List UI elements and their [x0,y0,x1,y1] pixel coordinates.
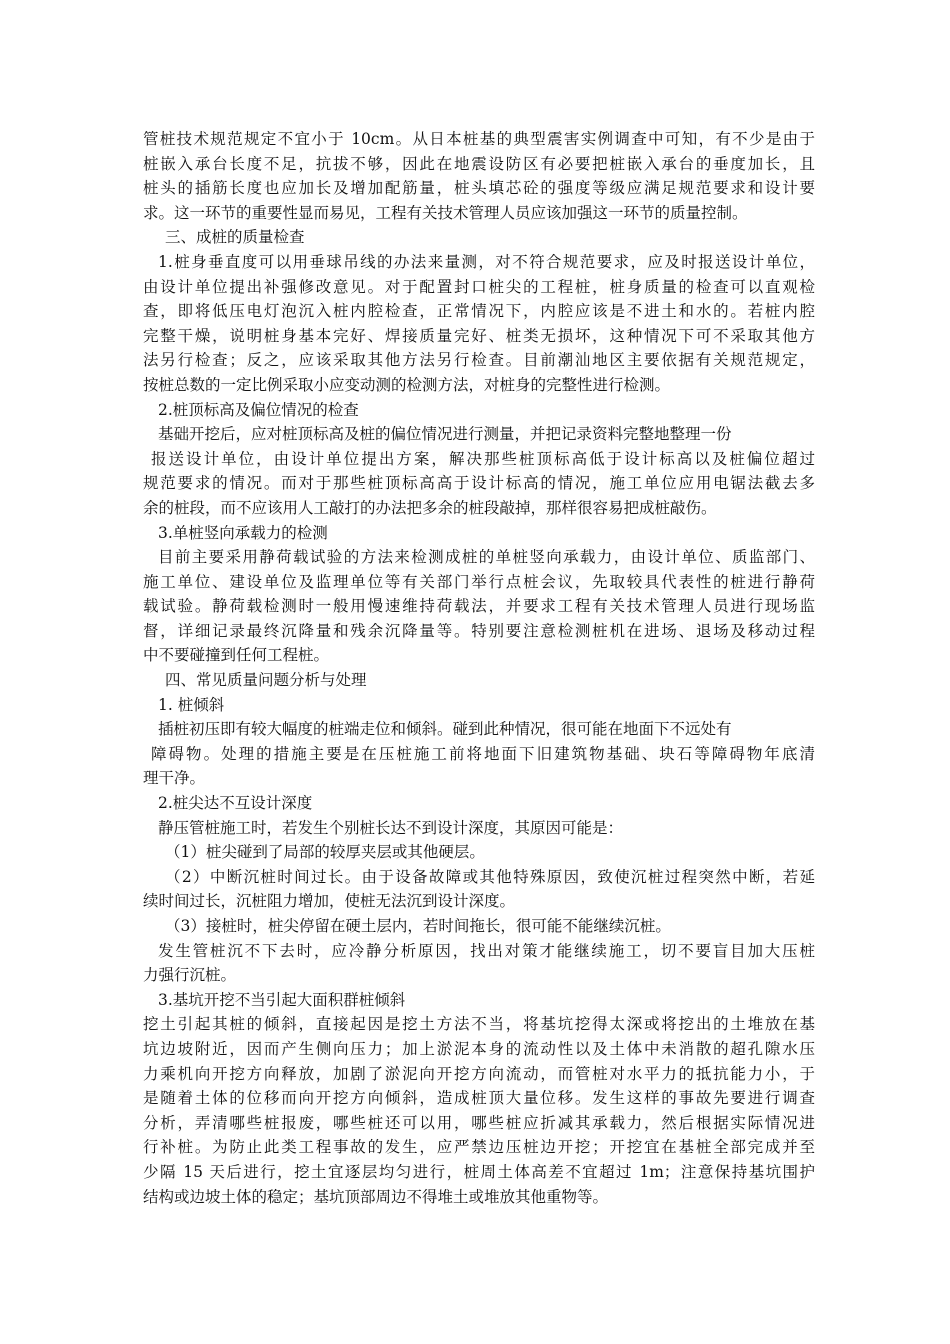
paragraph-line: 余的桩段，而不应该用人工敲打的办法把多余的桩段敲掉，那样很容易把成桩敲伤。 [143,498,717,517]
paragraph-line: 力乘机向开挖方向释放，加剧了淤泥向开挖方向流动，而管桩对水平力的抵抗能力小，于 [143,1064,815,1083]
paragraph-line: 法另行检查；反之，应该采取其他方法另行检查。目前潮汕地区主要依据有关规范规定， [143,351,815,370]
document-body [143,127,815,1209]
paragraph-line: 障碍物。处理的措施主要是在压桩施工前将地面下旧建筑物基础、块石等障碍物年底清 [151,744,815,763]
paragraph-line: 督，详细记录最终沉降量和残余沉降量等。特别要注意检测桩机在进场、退场及移动过程 [143,621,815,640]
subsection-heading: 3.单桩竖向承载力的检测 [158,523,328,542]
paragraph-line: 发生管桩沉不下去时，应冷静分析原因，找出对策才能继续施工，切不要盲目加大压桩 [158,941,815,960]
paragraph-line: 报送设计单位，由设计单位提出方案，解决那些桩顶标高低于设计标高以及桩偏位超过 [151,449,815,468]
list-item: （2）中断沉桩时间过长。由于设备故障或其他特殊原因，致使沉桩过程突然中断，若延 [165,867,815,886]
paragraph-line: 桩头的插筋长度也应加长及增加配筋量，桩头填芯砼的强度等级应满足规范要求和设计要 [143,179,815,198]
paragraph-line: 插桩初压即有较大幅度的桩端走位和倾斜。碰到此种情况，很可能在地面下不远处有 [158,720,732,739]
paragraph-line: 求。这一环节的重要性显而易见，工程有关技术管理人员应该加强这一环节的质量控制。 [143,203,748,222]
paragraph-line: 是随着土体的位移而向开挖方向倾斜，造成桩顶大量位移。发生这样的事故先要进行调查 [143,1089,815,1108]
paragraph-line: 挖土引起其桩的倾斜，直接起因是挖土方法不当，将基坑挖得太深或将挖出的土堆放在基 [143,1015,815,1034]
paragraph-line: 1.桩身垂直度可以用垂球吊线的办法来量测，对不符合规范要求，应及时报送设计单位， [158,252,815,271]
list-item: （3）接桩时，桩尖停留在硬土层内，若时间拖长，很可能不能继续沉桩。 [165,917,671,935]
section-heading: 四、常见质量问题分析与处理 [165,671,367,690]
paragraph-line: 施工单位、建设单位及监理单位等有关部门举行点桩会议，先取较具代表性的桩进行静荷 [143,572,815,591]
paragraph-line: 规范要求的情况。而对于那些桩顶标高高于设计标高的情况，施工单位应用电锯法截去多 [143,474,815,493]
paragraph-line: 理干净。 [143,769,206,788]
paragraph-line: 少隔 15 天后进行，挖土宜逐层均匀进行，桩周土体高差不宜超过 1m；注意保持基坑围护 [143,1162,815,1181]
paragraph-line: 分析，弄清哪些桩报废，哪些桩还可以用，哪些桩应折减其承载力，然后根据实际情况进 [143,1113,815,1132]
paragraph-line: 中不要碰撞到任何工程桩。 [143,646,330,665]
paragraph-line: 行补桩。为防止此类工程事故的发生，应严禁边压桩边开挖；开挖宜在基桩全部完成并至 [143,1138,815,1157]
paragraph-line: 查，即将低压电灯泡沉入桩内腔检查，正常情况下，内腔应该是不进土和水的。若桩内腔 [143,302,815,321]
subsection-heading: 1. 桩倾斜 [158,695,225,714]
paragraph-line: 坑边坡附近，因而产生侧向压力；加上淤泥本身的流动性以及土体中未消散的超孔隙水压 [143,1039,815,1058]
subsection-heading: 2.桩顶标高及偏位情况的检查 [158,400,359,419]
paragraph-line: 基础开挖后，应对桩顶标高及桩的偏位情况进行测量，并把记录资料完整地整理一份 [158,425,732,444]
paragraph-line: 管桩技术规范规定不宜小于 10cm。从日本桩基的典型震害实例调查中可知，有不少是由于 [143,130,815,148]
subsection-heading: 3.基坑开挖不当引起大面积群桩倾斜 [158,990,406,1009]
paragraph-line: 按桩总数的一定比例采取小应变动测的检测方法，对桩身的完整性进行检测。 [143,375,671,394]
paragraph-line: 结构或边坡土体的稳定；基坑顶部周边不得堆土或堆放其他重物等。 [143,1187,609,1206]
list-item: （1）桩尖碰到了局部的较厚夹层或其他硬层。 [165,843,485,862]
paragraph-line: 力强行沉桩。 [143,966,237,985]
paragraph-line: 载试验。静荷载检测时一般用慢速维持荷载法，并要求工程有关技术管理人员进行现场监 [143,597,815,616]
paragraph-line: 续时间过长，沉桩阻力增加，使桩无法沉到设计深度。 [143,892,516,911]
paragraph-line: 桩嵌入承台长度不足，抗拔不够，因此在地震设防区有必要把桩嵌入承台的垂度加长，且 [143,154,815,173]
subsection-heading: 2.桩尖达不互设计深度 [158,794,313,813]
paragraph-line: 目前主要采用静荷载试验的方法来检测成桩的单桩竖向承载力，由设计单位、质监部门、 [158,548,815,567]
paragraph-line: 静压管桩施工时，若发生个别桩长达不到设计深度，其原因可能是： [158,818,624,837]
paragraph-line: 由设计单位提出补强修改意见。对于配置封口桩尖的工程桩，桩身质量的检查可以直观检 [143,277,815,296]
paragraph-line: 完整干燥，说明桩身基本完好、焊接质量完好、桩类无损坏，这种情况下可不采取其他方 [143,326,815,345]
section-heading: 三、成桩的质量检查 [165,228,305,247]
